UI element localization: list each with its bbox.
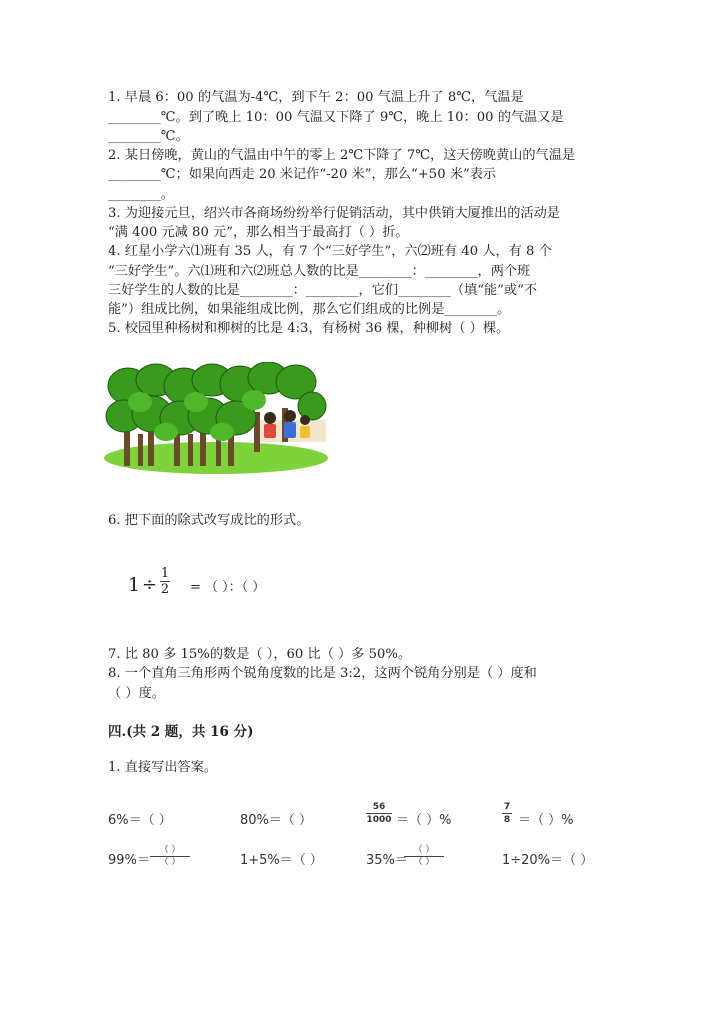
q5-line1: 5. 校园里种杨树和柳树的比是 4:3，有杨树 36 棵，种柳树（ ）棵。 bbox=[108, 321, 510, 336]
section-4-title: 四.(共 2 题，共 16 分) bbox=[108, 724, 254, 740]
fraction-denominator: 8 bbox=[503, 815, 511, 825]
calc-35-percent-label: 35%＝ bbox=[366, 853, 408, 868]
divide-symbol: ÷ bbox=[142, 574, 158, 595]
blank-fraction bbox=[150, 845, 190, 868]
fraction-denominator: 1000 bbox=[366, 815, 392, 825]
fraction-56-1000 bbox=[366, 801, 392, 826]
q4-line3: 三好学生的人数的比是________：________，它们________（填“能”或“不 bbox=[108, 283, 538, 298]
calc-1-div-20-percent: 1÷20%＝（ ） bbox=[502, 853, 594, 868]
q1-line2: ________℃。到了晚上 10：00 气温又下降了 9℃，晚上 10：00 的气温又是 bbox=[108, 110, 564, 125]
fraction-denominator: （ ） bbox=[159, 857, 181, 867]
calc-6-percent: 6%＝（ ） bbox=[108, 813, 172, 828]
expr-fraction bbox=[160, 566, 170, 597]
q8-line2: （ ）度。 bbox=[108, 686, 165, 701]
fraction-numerator: （ ） bbox=[159, 845, 181, 855]
fraction-numerator: 1 bbox=[160, 566, 170, 581]
calc-99-percent-label: 99%＝ bbox=[108, 853, 150, 868]
q7-line1: 7. 比 80 多 15%的数是（ ），60 比（ ）多 50%。 bbox=[108, 647, 412, 662]
q4-line1: 4. 红星小学六⑴班有 35 人，有 7 个“三好学生”，六⑵班有 40 人，有 8 个 bbox=[108, 244, 552, 259]
q4-line2: “三好学生”。六⑴班和六⑵班总人数的比是________：________，两个班 bbox=[108, 264, 531, 279]
fraction-numerator: 7 bbox=[503, 802, 511, 812]
section-4-q1-title: 1. 直接写出答案。 bbox=[108, 760, 218, 775]
q3-line1: 3. 为迎接元旦，绍兴市各商场纷纷举行促销活动，其中供销大厦推出的活动是 bbox=[108, 206, 560, 221]
calc-56-over-1000-answer: ＝（ ）% bbox=[396, 813, 452, 828]
fraction-numerator: 56 bbox=[372, 802, 386, 812]
fraction-numerator: （ ） bbox=[413, 845, 435, 855]
expr-whole-number: 1 bbox=[128, 574, 141, 596]
calc-80-percent: 80%＝（ ） bbox=[240, 813, 313, 828]
q1-line3: ________℃。 bbox=[108, 129, 189, 144]
q2-line1: 2. 某日傍晚，黄山的气温由中午的零上 2℃下降了 7℃，这天傍晚黄山的气温是 bbox=[108, 148, 576, 163]
fraction-denominator: （ ） bbox=[413, 857, 435, 867]
fraction-7-8 bbox=[502, 801, 512, 826]
expr-ratio-blanks: = （ ）：（ ） bbox=[190, 580, 266, 595]
q2-line2: ________℃；如果向西走 20 米记作“-20 米”，那么“+50 米”表示 bbox=[108, 167, 497, 182]
q4-line4: 能”）组成比例，如果能组成比例，那么它们组成的比例是________。 bbox=[108, 302, 511, 317]
blank-fraction bbox=[404, 845, 444, 868]
q3-line2: “满 400 元减 80 元”，那么相当于最高打（ ）折。 bbox=[108, 225, 409, 240]
q6-line1: 6. 把下面的除式改写成比的形式。 bbox=[108, 513, 310, 528]
fraction-denominator: 2 bbox=[160, 582, 170, 597]
q8-line1: 8. 一个直角三角形两个锐角度数的比是 3:2，这两个锐角分别是（ ）度和 bbox=[108, 666, 537, 681]
trees-and-children-illustration bbox=[104, 362, 328, 474]
calc-7-over-8-answer: ＝（ ）% bbox=[518, 813, 574, 828]
calc-1-plus-5-percent: 1+5%＝（ ） bbox=[240, 853, 323, 868]
q2-line3: ________。 bbox=[108, 187, 174, 202]
q1-line1: 1. 早晨 6：00 的气温为-4℃，到下午 2：00 气温上升了 8℃，气温是 bbox=[108, 90, 524, 105]
